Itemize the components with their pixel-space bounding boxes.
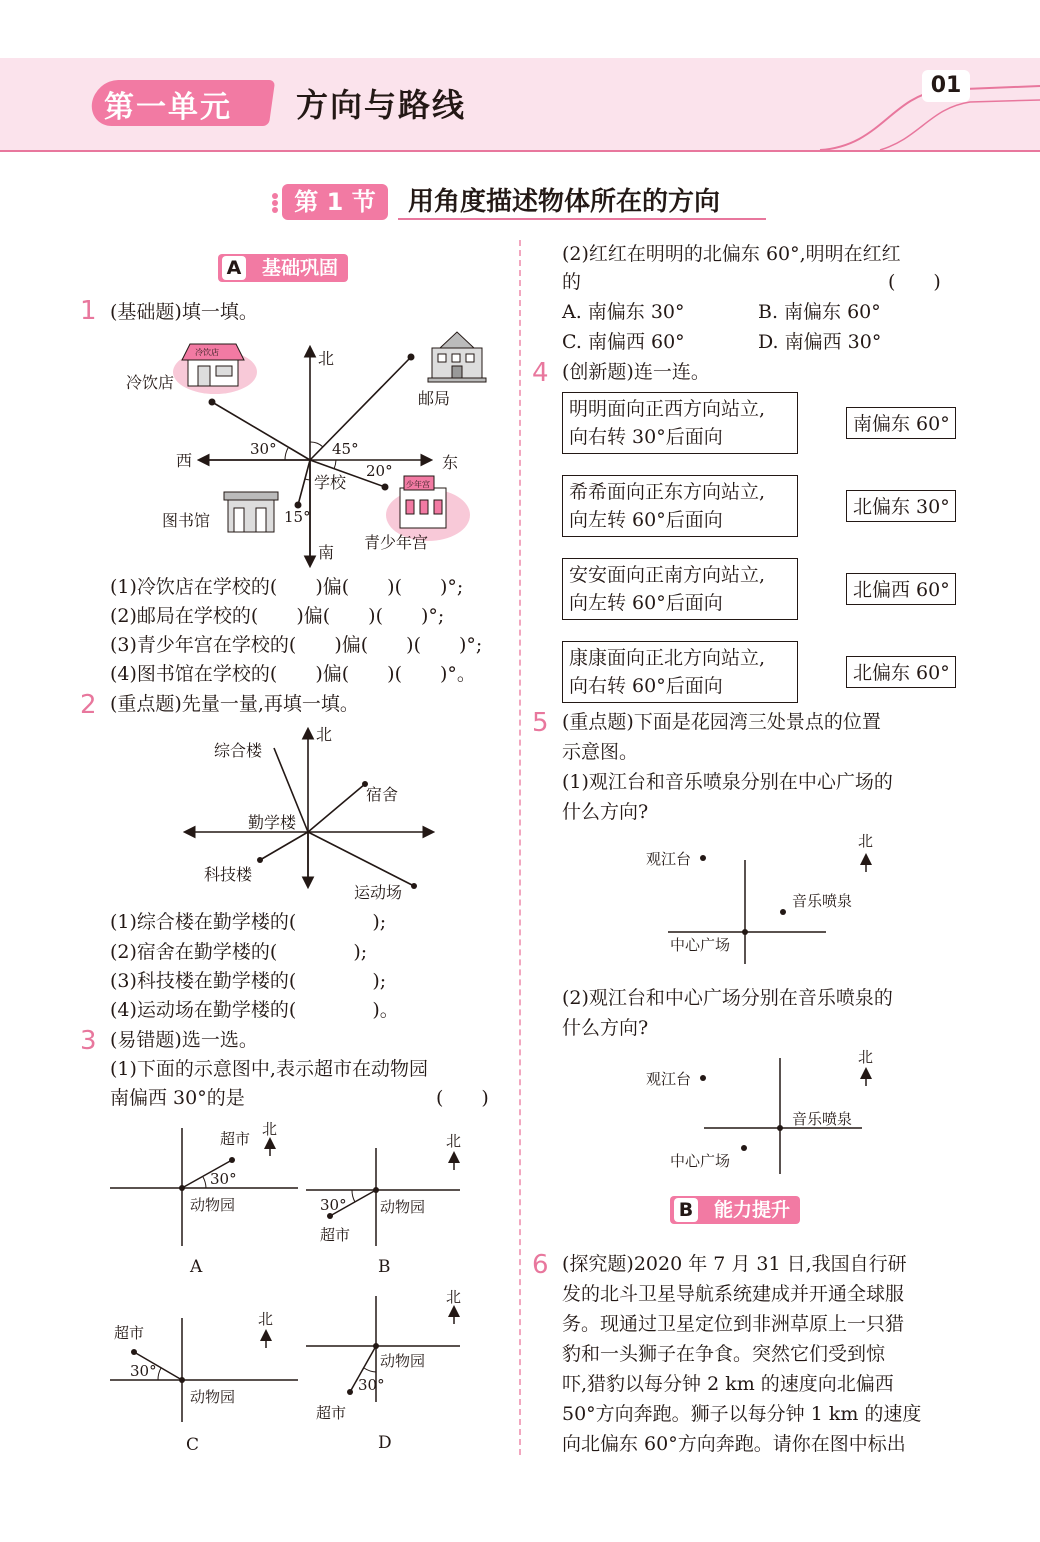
q3-diagram-c: [110, 1304, 300, 1454]
question-number: 2: [80, 690, 97, 720]
svg-text:西: 西: [176, 451, 193, 470]
unit-label: 第一单元: [104, 90, 232, 125]
svg-text:北: 北: [262, 1120, 278, 1138]
box-line: 向左转 60°后面向: [569, 592, 723, 614]
q3-option[interactable]: B. 南偏东 60°: [758, 301, 881, 323]
svg-text:中心广场: 中心广场: [670, 936, 731, 954]
box-line: 希希面向正东方向站立,: [569, 481, 766, 503]
q3-sub1-line: (1)下面的示意图中,表示超市在动物园: [110, 1058, 428, 1080]
question-number: 4: [532, 358, 549, 388]
svg-text:邮局: 邮局: [418, 389, 451, 408]
svg-text:动物园: 动物园: [380, 1198, 426, 1216]
svg-text:30°: 30°: [130, 1362, 157, 1380]
q6-line: 向北偏东 60°方向奔跑。请你在图中标出: [562, 1433, 906, 1455]
question-number: 1: [80, 296, 97, 326]
svg-text:30°: 30°: [210, 1170, 237, 1188]
svg-text:B: B: [378, 1257, 391, 1277]
badge-letter: A: [222, 256, 246, 280]
q4-right-box[interactable]: 北偏东 60°: [846, 656, 956, 688]
svg-text:综合楼: 综合楼: [214, 741, 263, 760]
svg-text:观江台: 观江台: [646, 1070, 692, 1088]
q3-option[interactable]: C. 南偏西 60°: [562, 331, 685, 353]
svg-text:30°: 30°: [250, 440, 277, 458]
svg-text:北: 北: [446, 1132, 462, 1150]
column-divider: [519, 240, 521, 1455]
svg-text:动物园: 动物园: [380, 1352, 426, 1370]
badge-text: 能力提升: [714, 1199, 791, 1221]
q3-option[interactable]: D. 南偏西 30°: [758, 331, 882, 353]
box-line: 向左转 60°后面向: [569, 509, 723, 531]
svg-text:青少年宫: 青少年宫: [364, 533, 429, 552]
q5-stem-line: (重点题)下面是花园湾三处景点的位置: [562, 711, 881, 733]
question-stem: (易错题)选一选。: [110, 1029, 258, 1051]
q1-direction-diagram: [110, 330, 510, 570]
cold-drink-shop-icon: [173, 344, 257, 394]
question-stem: (重点题)先量一量,再填一填。: [110, 693, 359, 715]
svg-text:东: 东: [442, 453, 459, 472]
q3-diagram-a: [110, 1122, 300, 1282]
answer-paren: ( ): [888, 271, 941, 293]
q5-map-2: [640, 1046, 890, 1180]
section-title: 用角度描述物体所在的方向: [398, 182, 766, 220]
svg-text:20°: 20°: [366, 462, 393, 480]
answer-paren: ( ): [436, 1087, 489, 1109]
badge-text: 基础巩固: [262, 257, 339, 279]
q4-right-box[interactable]: 北偏东 30°: [846, 490, 956, 522]
svg-text:中心广场: 中心广场: [670, 1152, 731, 1170]
svg-text:超市: 超市: [316, 1404, 347, 1422]
library-icon: [224, 492, 278, 532]
q6-line: 吓,猎豹以每分钟 2 km 的速度向北偏西: [562, 1373, 894, 1395]
svg-text:动物园: 动物园: [190, 1196, 236, 1214]
svg-text:运动场: 运动场: [354, 883, 403, 902]
svg-text:30°: 30°: [320, 1196, 347, 1214]
q5-sub2-line: (2)观江台和中心广场分别在音乐喷泉的: [562, 987, 893, 1009]
q5-sub1-line: (1)观江台和音乐喷泉分别在中心广场的: [562, 771, 893, 793]
svg-text:C: C: [186, 1435, 200, 1455]
box-line: 向右转 60°后面向: [569, 675, 723, 697]
question-number: 6: [532, 1250, 549, 1280]
svg-text:北: 北: [258, 1310, 274, 1328]
q6-line: (探究题)2020 年 7 月 31 日,我国自行研: [562, 1253, 907, 1275]
q4-right-box[interactable]: 南偏东 60°: [846, 407, 956, 439]
svg-text:南: 南: [318, 543, 335, 562]
q2-direction-diagram: [180, 722, 440, 900]
q3-diagram-d: [306, 1290, 506, 1454]
svg-text:超市: 超市: [320, 1226, 351, 1244]
svg-text:学校: 学校: [314, 473, 347, 492]
q3-option[interactable]: A. 南偏东 30°: [562, 301, 685, 323]
svg-text:冷饮店: 冷饮店: [126, 373, 175, 392]
q3-sub2-line: (2)红红在明明的北偏东 60°,明明在红红: [562, 243, 901, 265]
q3-sub1-line: 南偏西 30°的是: [110, 1087, 245, 1109]
box-line: 明明面向正西方向站立,: [569, 398, 766, 420]
svg-text:45°: 45°: [332, 440, 359, 458]
q4-left-box[interactable]: [562, 641, 798, 703]
svg-text:北: 北: [446, 1288, 462, 1306]
q2-item: (2)宿舍在勤学楼的( );: [110, 941, 368, 963]
q6-line: 发的北斗卫星导航系统建成并开通全球服: [562, 1283, 905, 1305]
q5-sub2-line: 什么方向?: [562, 1017, 649, 1039]
svg-text:少年宫: 少年宫: [406, 480, 430, 489]
svg-text:15°: 15°: [284, 508, 311, 526]
q2-item: (3)科技楼在勤学楼的( );: [110, 970, 387, 992]
q4-left-box[interactable]: [562, 558, 798, 620]
q2-item: (1)综合楼在勤学楼的( );: [110, 911, 387, 933]
q6-line: 豹和一头狮子在争食。突然它们受到惊: [562, 1343, 886, 1365]
badge-advanced: [670, 1196, 800, 1224]
q3-diagram-b: [306, 1130, 506, 1282]
post-office-icon: [428, 332, 486, 382]
svg-text:勤学楼: 勤学楼: [248, 813, 297, 832]
page-number: 01: [922, 70, 970, 102]
badge-letter: B: [674, 1198, 698, 1222]
svg-text:观江台: 观江台: [646, 850, 692, 868]
q5-map-1: [640, 828, 890, 968]
svg-text:冷饮店: 冷饮店: [195, 348, 219, 357]
q3-sub2-line: 的: [562, 271, 582, 293]
question-stem: (基础题)填一填。: [110, 301, 258, 323]
q6-line: 务。现通过卫星定位到非洲草原上一只猎: [562, 1313, 905, 1335]
question-number: 3: [80, 1026, 97, 1056]
unit-title: 方向与路线: [296, 86, 467, 124]
youth-palace-icon: [386, 476, 470, 541]
q1-item: (2)邮局在学校的( )偏( )( )°;: [110, 605, 445, 627]
section-dots-icon: [268, 192, 282, 214]
svg-text:北: 北: [858, 832, 874, 850]
svg-text:音乐喷泉: 音乐喷泉: [792, 1110, 853, 1128]
svg-text:北: 北: [858, 1048, 874, 1066]
badge-basic: [218, 254, 348, 282]
svg-text:D: D: [378, 1433, 392, 1453]
question-stem: (创新题)连一连。: [562, 361, 710, 383]
svg-text:科技楼: 科技楼: [204, 865, 253, 884]
box-line: 安安面向正南方向站立,: [569, 564, 766, 586]
q6-line: 50°方向奔跑。狮子以每分钟 1 km 的速度: [562, 1403, 922, 1425]
q1-item: (4)图书馆在学校的( )偏( )( )°。: [110, 663, 476, 685]
q5-sub1-line: 什么方向?: [562, 801, 649, 823]
svg-text:超市: 超市: [220, 1130, 251, 1148]
question-number: 5: [532, 708, 549, 738]
q5-stem-line: 示意图。: [562, 741, 639, 763]
svg-text:宿舍: 宿舍: [366, 785, 399, 804]
q4-right-box[interactable]: 北偏西 60°: [846, 573, 956, 605]
q1-item: (1)冷饮店在学校的( )偏( )( )°;: [110, 576, 464, 598]
q4-left-box[interactable]: [562, 475, 798, 537]
q4-left-box[interactable]: [562, 392, 798, 454]
box-line: 向右转 30°后面向: [569, 426, 723, 448]
svg-text:30°: 30°: [358, 1376, 385, 1394]
svg-text:超市: 超市: [114, 1324, 145, 1342]
box-line: 康康面向正北方向站立,: [569, 647, 766, 669]
svg-text:音乐喷泉: 音乐喷泉: [792, 892, 853, 910]
section-label: 第 1 节: [282, 184, 388, 220]
svg-text:图书馆: 图书馆: [162, 511, 211, 530]
svg-text:A: A: [190, 1257, 203, 1277]
svg-text:北: 北: [316, 725, 333, 744]
q2-item: (4)运动场在勤学楼的( )。: [110, 999, 399, 1021]
svg-text:动物园: 动物园: [190, 1388, 236, 1406]
q1-item: (3)青少年宫在学校的( )偏( )( )°;: [110, 634, 483, 656]
svg-text:北: 北: [318, 349, 335, 368]
